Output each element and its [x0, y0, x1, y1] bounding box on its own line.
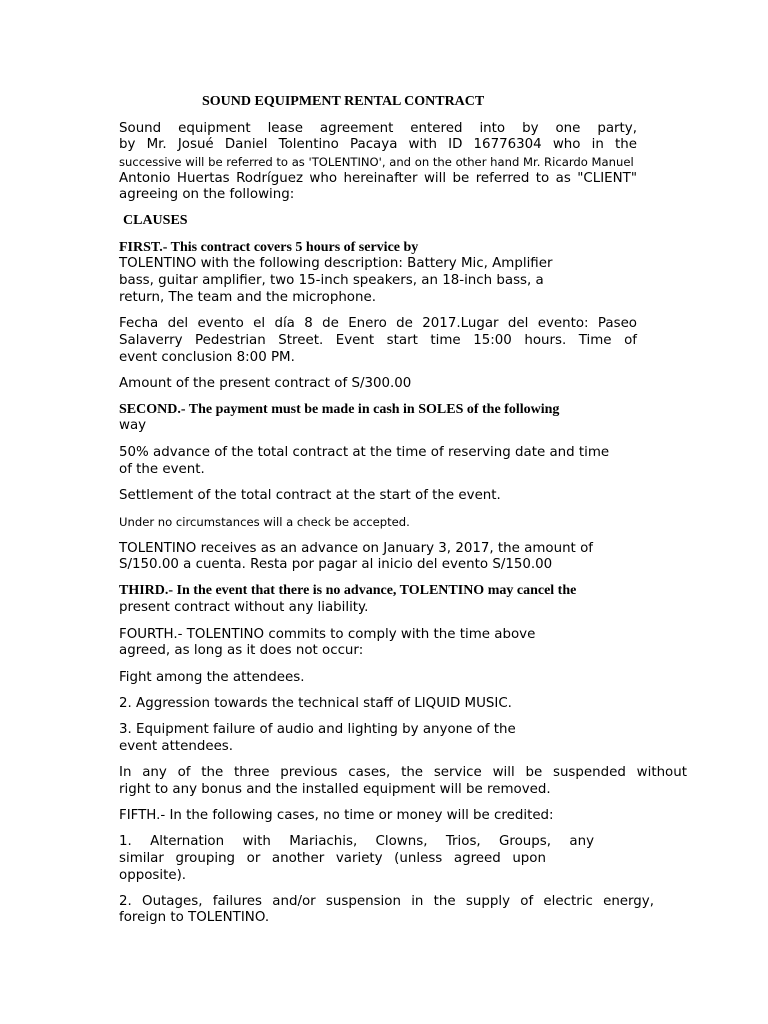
no-check-line: Under no circumstances will a check be accepted. [119, 515, 410, 529]
fifth-item-1-line-1: 1. Alternation with Mariachis, Clowns, Trios, Groups, any [119, 834, 594, 849]
intro-line-4: Antonio Huertas Rodríguez who hereinafter will be referred to as "CLIENT" [119, 171, 637, 186]
contract-amount: Amount of the present contract of S/300.00 [119, 376, 412, 391]
event-line-2: Salaverry Pedestrian Street. Event start time 15:00 hours. Time of [119, 333, 637, 348]
fifth-item-1-line-2: similar grouping or another variety (unless agreed upon [119, 851, 546, 866]
advance-line-2: of the event. [119, 462, 205, 477]
first-clause-line-4: return, The team and the microphone. [119, 290, 376, 305]
intro-line-2: by Mr. Josué Daniel Tolentino Pacaya with ID 16776304 who in the [119, 137, 637, 152]
suspend-line-1: In any of the three previous cases, the service will be suspended without [119, 765, 687, 780]
second-clause-line-2: way [119, 418, 147, 433]
condition-item-1: Fight among the attendees. [119, 670, 305, 685]
receives-line-1: TOLENTINO receives as an advance on January 3, 2017, the amount of [119, 541, 593, 556]
settlement-line: Settlement of the total contract at the start of the event. [119, 488, 501, 503]
intro-line-5: agreeing on the following: [119, 187, 295, 202]
first-clause-line-2: TOLENTINO with the following description: Battery Mic, Amplifier [119, 256, 553, 271]
intro-line-3: successive will be referred to as 'TOLENTINO', and on the other hand Mr. Ricardo Manuel [119, 155, 634, 169]
condition-item-3-cont: event attendees. [119, 739, 234, 754]
fifth-item-1-line-3: opposite). [119, 868, 187, 883]
event-line-1: Fecha del evento el día 8 de Enero de 2017.Lugar del evento: Paseo [119, 316, 637, 331]
condition-item-3: 3. Equipment failure of audio and lighting by anyone of the [119, 722, 516, 737]
third-clause-line-2: present contract without any liability. [119, 600, 369, 615]
fifth-item-2-line-1: 2. Outages, failures and/or suspension in the supply of electric energy, [119, 894, 654, 909]
clauses-heading: CLAUSES [123, 213, 188, 228]
second-clause-heading: SECOND.- The payment must be made in cash in SOLES of the following [119, 402, 560, 417]
event-line-3: event conclusion 8:00 PM. [119, 350, 295, 365]
fifth-clause-heading: FIFTH.- In the following cases, no time or money will be credited: [119, 808, 554, 823]
advance-line-1: 50% advance of the total contract at the time of reserving date and time [119, 445, 610, 460]
condition-item-2: 2. Aggression towards the technical staff of LIQUID MUSIC. [119, 696, 512, 711]
intro-line-1: Sound equipment lease agreement entered into by one party, [119, 121, 637, 136]
first-clause-line-3: bass, guitar amplifier, two 15-inch speakers, an 18-inch bass, a [119, 273, 544, 288]
fourth-clause-line-1: FOURTH.- TOLENTINO commits to comply with the time above [119, 627, 536, 642]
fifth-item-2-line-2: foreign to TOLENTINO. [119, 910, 270, 925]
third-clause-heading: THIRD.- In the event that there is no advance, TOLENTINO may cancel the [119, 583, 577, 598]
first-clause-heading: FIRST.- This contract covers 5 hours of service by [119, 240, 419, 255]
receives-line-2: S/150.00 a cuenta. Resta por pagar al inicio del evento S/150.00 [119, 557, 553, 572]
fourth-clause-line-2: agreed, as long as it does not occur: [119, 643, 364, 658]
suspend-line-2: right to any bonus and the installed equipment will be removed. [119, 782, 551, 797]
contract-title: SOUND EQUIPMENT RENTAL CONTRACT [202, 94, 485, 109]
